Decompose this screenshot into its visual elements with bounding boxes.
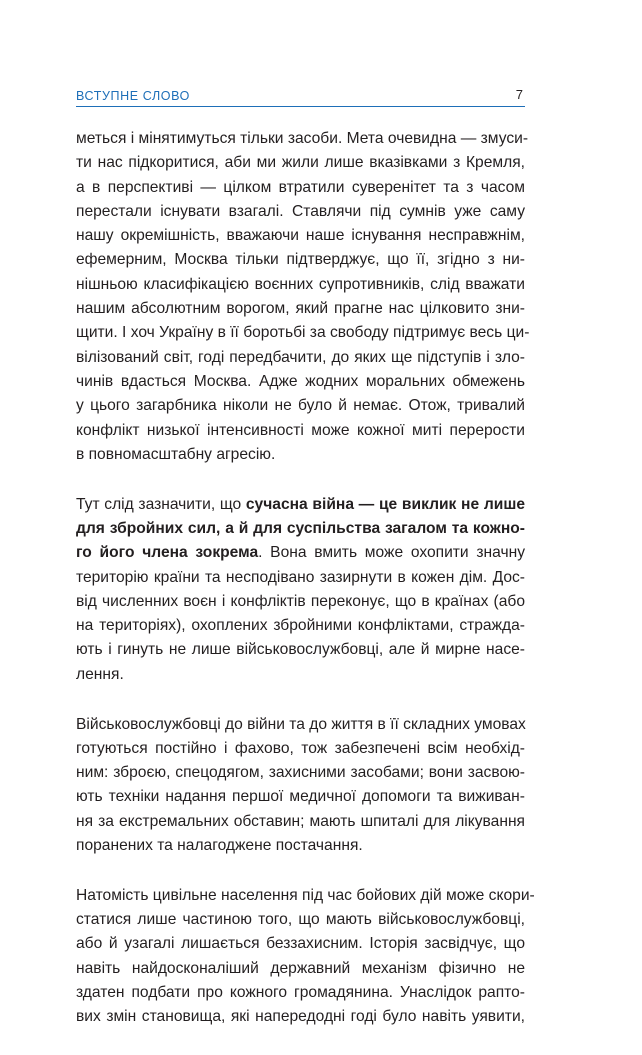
text-line	[76, 297, 525, 321]
text-run: на територіях), охоплених збройними конфліктами, стражда-	[76, 617, 525, 635]
text-run: чинів вдасться Москва. Адже жодних моральних обмежень	[76, 372, 525, 390]
text-line	[76, 638, 525, 662]
text-run: конфлікт низької інтенсивності може кожної миті перерости	[76, 421, 525, 439]
text-line	[76, 713, 525, 737]
paragraph	[76, 493, 525, 687]
text-run: навіть найдосконаліший державний механізм фізично не	[76, 959, 525, 977]
text-line	[76, 419, 525, 443]
text-line	[76, 737, 525, 761]
text-run: . Вона вмить може охопити значну	[258, 544, 525, 562]
text-line	[76, 541, 525, 565]
text-run: ти нас підкоритися, аби ми жили лише вказівками з Кремля,	[76, 154, 525, 172]
text-line	[76, 443, 525, 467]
text-line	[76, 590, 525, 614]
text-line	[76, 1005, 525, 1029]
text-run: територію країни та несподівано зазирнути в кожен дім. Дос-	[76, 568, 525, 586]
text-line	[76, 248, 525, 272]
text-line	[76, 932, 525, 956]
bold-text: для збройних сил, а й для суспільства загалом та кожно-	[76, 519, 525, 537]
text-run: Військовослужбовці до війни та до життя в її складних умовах	[76, 715, 526, 733]
text-run: меться і мінятимуться тільки засоби. Мета очевидна — змуси-	[76, 130, 529, 147]
running-head-title: ВСТУПНЕ СЛОВО	[76, 89, 190, 103]
text-run: в повномасштабну агресію.	[76, 445, 276, 463]
text-run: Натомість цивільне населення під час бойових дій може скори-	[76, 886, 535, 904]
text-run: а в перспективі — цілком втратили суверенітет та з часом	[76, 178, 525, 196]
text-run: статися лише частиною того, що мають військовослужбовці,	[76, 911, 525, 929]
text-run: вих змін становища, які напередодні годі було навіть уявити,	[76, 1008, 525, 1026]
text-run: від численних воєн і конфліктів переконує, що в країнах (або	[76, 592, 525, 610]
text-run: у цього загарбника ніколи не було й немає. Отож, тривалий	[76, 397, 525, 415]
text-line	[76, 884, 535, 908]
text-run: ним: зброєю, спецодягом, захисними засобами; вони засвою-	[76, 764, 525, 782]
text-line	[76, 346, 525, 370]
text-line	[76, 127, 529, 151]
text-run: лення.	[76, 665, 124, 683]
text-run: поранених та налагоджене постачання.	[76, 837, 363, 855]
text-line	[76, 370, 525, 394]
text-run: нашим абсолютним ворогом, який прагне нас цілковито зни-	[76, 300, 525, 318]
text-line	[76, 517, 525, 541]
running-head	[76, 86, 525, 107]
text-line	[76, 761, 525, 785]
text-run: готуються постійно і фахово, тож забезпечені всім необхід-	[76, 739, 525, 757]
text-line	[76, 176, 525, 200]
text-line	[76, 908, 525, 932]
text-line	[76, 321, 530, 345]
text-line	[76, 957, 525, 981]
paragraph	[76, 884, 535, 1030]
text-run: нашу окремішність, вважаючи наше існування несправжнім,	[76, 227, 525, 245]
text-line	[76, 785, 525, 809]
text-run: щити. І хоч Україну в її боротьбі за свободу підтримує весь ци-	[76, 324, 530, 342]
text-run: здатен подбати про кожного громадянина. Унаслідок рапто-	[76, 984, 525, 1001]
text-run: ня за екстремальних обставин; мають шпиталі для лікування	[76, 812, 525, 830]
body-text	[76, 127, 535, 1055]
text-line	[76, 493, 525, 517]
paragraph	[76, 713, 525, 859]
text-line	[76, 566, 525, 590]
text-line	[76, 200, 525, 224]
text-line	[76, 810, 525, 834]
text-run: Тут слід зазначити, що	[76, 495, 246, 513]
text-line	[76, 394, 525, 418]
text-line	[76, 224, 525, 248]
text-line	[76, 151, 525, 175]
text-run: вілізований світ, годі передбачити, до яких ще підступів і зло-	[76, 348, 525, 366]
text-line	[76, 273, 525, 297]
text-line	[76, 663, 525, 687]
text-run: перестали існувати взагалі. Ставлячи під сумнів уже саму	[76, 202, 525, 220]
bold-text: сучасна війна — це виклик не лише	[245, 495, 525, 513]
text-line	[76, 981, 525, 1005]
text-line	[76, 614, 525, 638]
bold-text: го його члена зокрема	[76, 544, 259, 562]
text-run: або й узагалі лишається беззахисним. Історія засвідчує, що	[76, 935, 525, 953]
text-run: ють техніки надання першої медичної допомоги та виживан-	[76, 788, 525, 806]
text-run: нішньою класифікацією воєнних супротивників, слід вважати	[76, 275, 525, 293]
text-run: ефемерним, Москва тільки підтверджує, що її, згідно з ни-	[76, 251, 525, 269]
text-line	[76, 834, 525, 858]
text-run: ють і гинуть не лише військовослужбовці, але й мирне насе-	[76, 641, 525, 659]
page-number: 7	[515, 87, 523, 102]
paragraph	[76, 127, 530, 467]
